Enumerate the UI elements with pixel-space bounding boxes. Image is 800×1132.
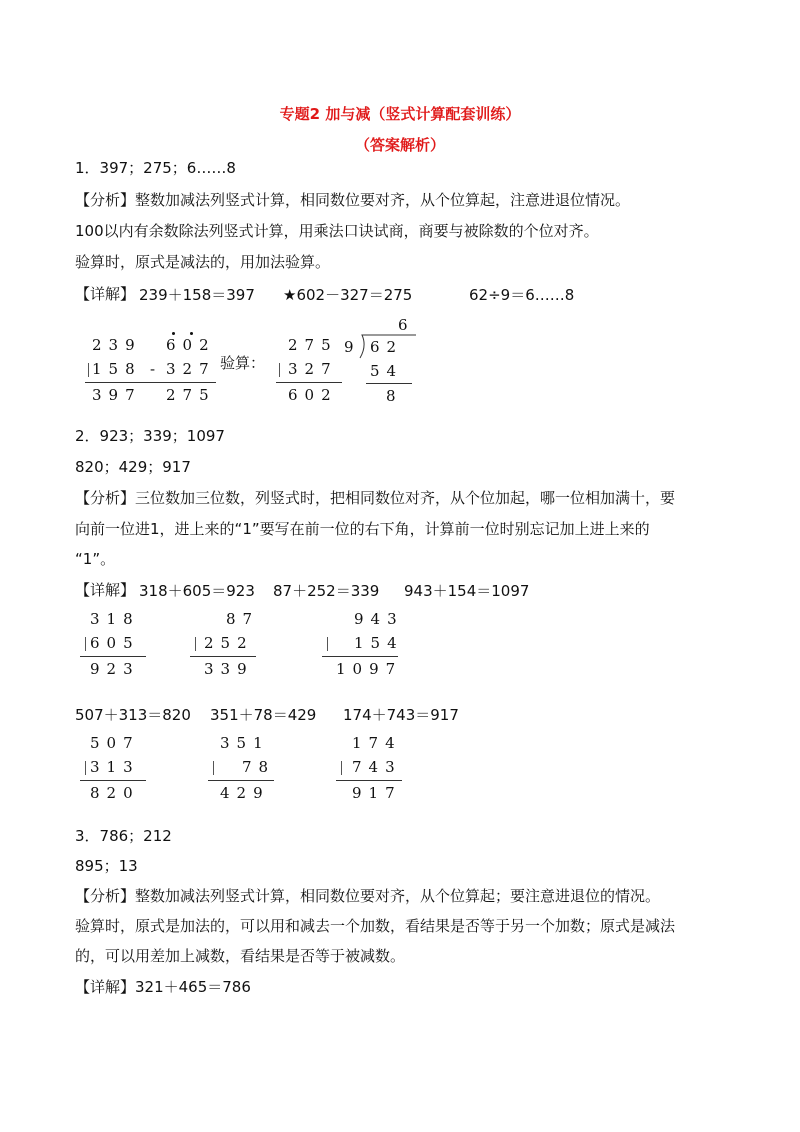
calc-line: [80, 780, 146, 781]
minus-sign: -: [150, 360, 163, 378]
q2-eq-5: 351＋78＝429: [210, 706, 317, 724]
q2-detail-label: 【详解】: [75, 581, 136, 599]
calc-result: 429: [220, 784, 270, 802]
calc-addend-1: 87: [226, 610, 260, 628]
dividend: 62: [370, 338, 404, 356]
calc-line: [366, 383, 412, 384]
calc-addend-2: 154: [354, 634, 404, 652]
q3-analysis-3: 的，可以用差加上减数，看结果是否等于被减数。: [75, 947, 406, 965]
page-subtitle: （答案解析）: [354, 136, 445, 154]
calc-result: 917: [352, 784, 402, 802]
calc-addend-1: 943: [354, 610, 404, 628]
calc-line: [208, 780, 274, 781]
q2-analysis-1: 【分析】三位数加三位数，列竖式时，把相同数位对齐，从个位加起，哪一位相加满十，要: [75, 489, 676, 507]
calc-result: 1097: [336, 660, 403, 678]
q2-analysis-3: “1”。: [75, 550, 116, 568]
q1-eq-1: 239＋158＝397: [139, 286, 255, 304]
calc-minuend: 602: [166, 336, 216, 354]
calc-addend-1: 275: [288, 336, 338, 354]
plus-sign: [85, 637, 86, 651]
calc-addend-2: 313: [90, 758, 140, 776]
calc-result: 397: [92, 386, 142, 404]
q2-answer-1: 2．923；339；1097: [75, 427, 225, 445]
q1-analysis-2: 100以内有余数除法列竖式计算，用乘法口诀试商，商要与被除数的个位对齐。: [75, 222, 599, 240]
calc-result: 923: [90, 660, 140, 678]
q2-eq-4: 507＋313＝820: [75, 706, 191, 724]
plus-sign: [327, 637, 328, 651]
calc-result: 602: [288, 386, 338, 404]
q1-calc-3: [276, 336, 346, 408]
partial-product: 54: [370, 362, 404, 380]
q2-eq-2: 87＋252＝339: [273, 582, 380, 600]
divisor: 9: [344, 338, 361, 356]
calc-line: [80, 656, 146, 657]
borrow-dot: [190, 332, 193, 335]
plus-sign: [213, 761, 214, 775]
q1-calc-2: [150, 336, 220, 408]
q3-answer-2: 895；13: [75, 857, 138, 875]
q1-analysis-3: 验算时，原式是减法的，用加法验算。: [75, 253, 331, 271]
q3-analysis-1: 【分析】整数加减法列竖式计算，相同数位要对齐，从个位算起；要注意进退位的情况。: [75, 887, 661, 905]
q1-eq-3: 62÷9＝6……8: [469, 286, 575, 304]
calc-line: [276, 382, 342, 383]
calc-addend-1: 351: [220, 734, 270, 752]
quotient: 6: [398, 316, 415, 334]
calc-addend-2: 605: [90, 634, 140, 652]
calc-addend-2: 743: [352, 758, 402, 776]
q2-answer-2: 820；429；917: [75, 458, 191, 476]
calc-result: 339: [204, 660, 254, 678]
q2-analysis-2: 向前一位进1，进上来的“1”要写在前一位的右下角，计算前一位时别忘记加上进上来的: [75, 520, 650, 538]
check-label: 验算：: [220, 354, 266, 372]
plus-sign: [341, 761, 342, 775]
q2-eq-1: 318＋605＝923: [139, 582, 255, 600]
plus-sign: [88, 363, 89, 377]
calc-subtrahend: 327: [166, 360, 216, 378]
q2-calc-4: [80, 734, 150, 806]
borrow-dot: [172, 332, 175, 335]
q2-calc-6: [336, 734, 406, 806]
q2-eq-6: 174＋743＝917: [343, 706, 459, 724]
q2-eq-3: 943＋154＝1097: [404, 582, 530, 600]
calc-line: [85, 382, 151, 383]
q1-answer: 1．397；275；6……8: [75, 159, 236, 177]
q2-calc-5: [208, 734, 278, 806]
plus-sign: [279, 363, 280, 377]
calc-addend-1: 174: [352, 734, 402, 752]
calc-line: [336, 780, 402, 781]
q2-calc-3: [322, 610, 402, 682]
calc-line: [190, 656, 256, 657]
calc-addend-1: 239: [92, 336, 142, 354]
calc-line: [322, 656, 398, 657]
calc-addend-1: 507: [90, 734, 140, 752]
q3-detail: 【详解】321＋465＝786: [75, 978, 251, 996]
page-title: 专题2 加与减（竖式计算配套训练）: [279, 105, 521, 123]
calc-addend-2: 327: [288, 360, 338, 378]
q1-calc-1: [85, 336, 155, 408]
q3-analysis-2: 验算时，原式是加法的，可以用和减去一个加数，看结果是否等于另一个加数；原式是减法: [75, 917, 676, 935]
q3-answer-1: 3．786；212: [75, 827, 172, 845]
q1-division: [340, 316, 420, 408]
calc-result: 275: [166, 386, 216, 404]
calc-addend-2: 252: [204, 634, 254, 652]
q1-analysis-1: 【分析】整数加减法列竖式计算，相同数位要对齐，从个位算起，注意进退位情况。: [75, 191, 631, 209]
q2-calc-1: [80, 610, 150, 682]
remainder: 8: [386, 387, 403, 405]
calc-addend-2: 78: [242, 758, 276, 776]
q2-calc-2: [190, 610, 260, 682]
q1-detail-label: 【详解】: [75, 285, 136, 303]
calc-line: [150, 382, 216, 383]
calc-result: 820: [90, 784, 140, 802]
calc-addend-2: 158: [92, 360, 142, 378]
plus-sign: [85, 761, 86, 775]
plus-sign: [195, 637, 196, 651]
q1-eq-2: ★602－327＝275: [283, 286, 413, 304]
calc-addend-1: 318: [90, 610, 140, 628]
